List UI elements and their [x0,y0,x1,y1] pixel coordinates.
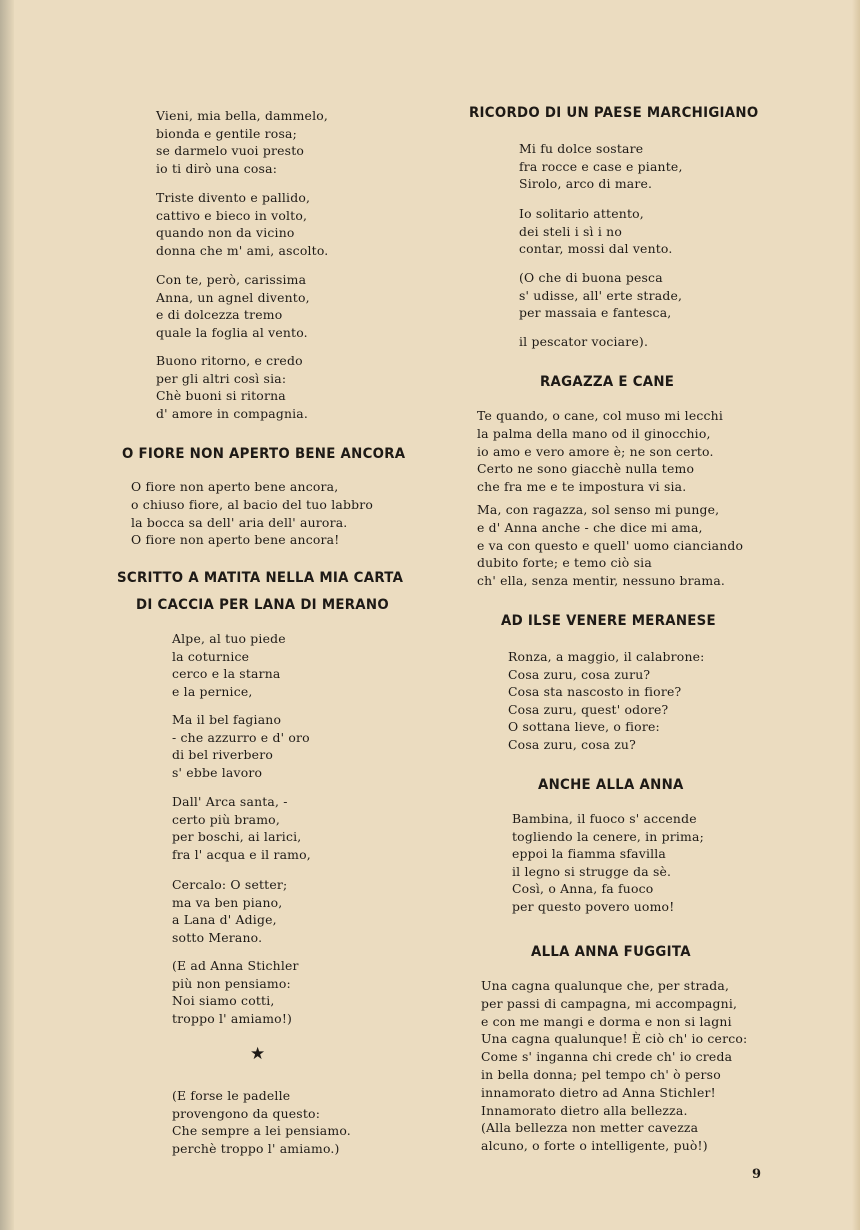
poem1-stanza-2: Triste divento e pallido, cattivo e bieco in volto, quando non da vicino donna che m' ami, ascolto. [156,190,329,258]
poem3-coda: (E forse le padelle provengono da questo: Che sempre a lei pensiamo. perchè troppo l' amiamo.) [172,1088,351,1156]
poem3-stanza-3: Dall' Arca santa, - certo più bramo, per boschi, ai larici, fra l' acqua e il ramo, [172,794,311,862]
poem7-title: ANCHE ALLA ANNA [538,777,684,793]
poem6-title: AD ILSE VENERE MERANESE [501,613,716,629]
poem8-title: ALLA ANNA FUGGITA [531,944,691,960]
poem3-stanza-4: Cercalo: O setter; ma va ben piano, a Lana d' Adige, sotto Merano. [172,877,288,945]
page-right-edge [852,0,860,1230]
poem4-stanza-4: il pescator vociare). [519,334,649,349]
poem6-text: Ronza, a maggio, il calabrone: Cosa zuru, cosa zuru? Cosa sta nascosto in fiore? Cosa zuru, quest' odore? O sottana lieve, o fiore: Cosa zuru, cosa zu? [508,649,705,752]
poem2-text: O fiore non aperto bene ancora, o chiuso fiore, al bacio del tuo labbro la bocca sa dell' aria dell' aurora. O fiore non aperto bene ancora! [131,479,373,548]
poem1-stanza-1: Vieni, mia bella, dammelo, bionda e gentile rosa; se darmelo vuoi presto io ti dirò una cosa: [156,108,329,176]
poem7-text: Bambina, il fuoco s' accende togliendo la cenere, in prima; eppoi la fiamma sfavilla il legno si strugge da sè. Così, o Anna, fa fuoco per questo povero uomo! [512,811,704,914]
poem3-title-line1: SCRITTO A MATITA NELLA MIA CARTA [117,570,404,586]
page-number: 9 [752,1167,762,1182]
poem3-stanza-5: (E ad Anna Stichler più non pensiamo: Noi siamo cotti, troppo l' amiamo!) [172,958,299,1026]
poem5-stanza-2: Ma, con ragazza, sol senso mi punge, e d' Anna anche - che dice mi ama, e va con questo e quell' uomo cianciando dubito forte; e temo ciò sia ch' ella, senza mentir, nessuno brama. [477,502,744,589]
poem3-stanza-2: Ma il bel fagiano - che azzurro e d' oro di bel riverbero s' ebbe lavoro [172,712,310,780]
poem4-stanza-1: Mi fu dolce sostare fra rocce e case e piante, Sirolo, arco di mare. [519,141,683,192]
poem4-stanza-3: (O che di buona pesca s' udisse, all' erte strade, per massaia e fantesca, [519,270,683,321]
poem3-title-line2: DI CACCIA PER LANA DI MERANO [136,597,389,613]
poem4-title: RICORDO DI UN PAESE MARCHIGIANO [469,105,759,121]
star-separator-icon: ★ [250,1044,266,1064]
poem5-title: RAGAZZA E CANE [540,374,675,390]
poem5-stanza-1: Te quando, o cane, col muso mi lecchi la palma della mano od il ginocchio, io amo e vero amore è; ne son certo. Certo ne sono giacchè nulla temo che fra me e te impostura vi sia. [477,408,723,495]
page-left-shadow [0,0,14,1230]
poem8-text: Una cagna qualunque che, per strada, per passi di campagna, mi accompagni, e con me mangi e dorma e non si lagni Una cagna qualunque! È ciò ch' io cerco: Come s' inganna chi crede ch' io creda in bella donna; pel tempo ch' ò perso innamorato dietro ad Anna Stichler! Innamorato dietro alla bellezza. (Alla bellezza non metter cavezza alcuno, o forte o intelligente, può!) [481,978,748,1154]
poem4-stanza-2: Io solitario attento, dei steli i sì i no contar, mossi dal vento. [519,206,673,257]
poem2-title: O FIORE NON APERTO BENE ANCORA [122,446,406,462]
poem1-stanza-3: Con te, però, carissima Anna, un agnel divento, e di dolcezza tremo quale la foglia al vento. [156,272,310,340]
poem3-stanza-1: Alpe, al tuo piede la coturnice cerco e la starna e la pernice, [172,631,286,699]
poem1-stanza-4: Buono ritorno, e credo per gli altri così sia: Chè buoni si ritorna d' amore in compagnia. [156,353,309,421]
